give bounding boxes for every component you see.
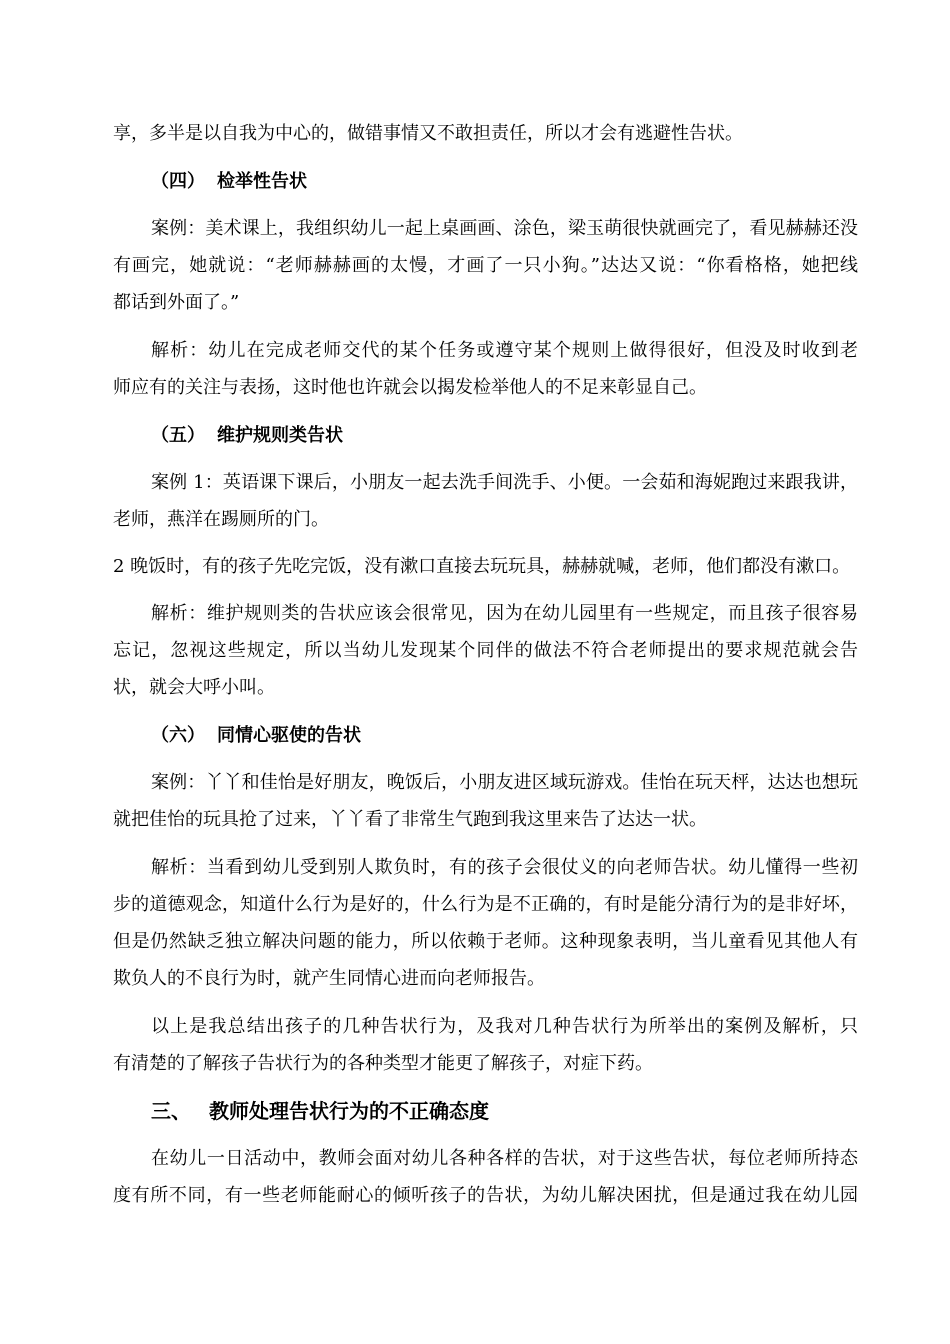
paragraph-line: 有清楚的了解孩子告状行为的各种类型才能更了解孩子，对症下药。 <box>113 1053 653 1074</box>
paragraph-line: 在幼儿一日活动中，教师会面对幼儿各种各样的告状，对于这些告状，每位老师所持态 <box>151 1148 858 1169</box>
paragraph-line: 状，就会大呼小叫。 <box>113 677 275 698</box>
paragraph-line: 解析：维护规则类的告状应该会很常见，因为在幼儿园里有一些规定，而且孩子很容易 <box>151 603 858 624</box>
section-heading-4 <box>151 170 307 194</box>
section-number: （六） <box>151 725 205 746</box>
paragraph-line: 以上是我总结出孩子的几种告状行为，及我对几种告状行为所举出的案例及解析，只 <box>151 1016 858 1037</box>
paragraph-line: 解析：当看到幼儿受到别人欺负时，有的孩子会很仗义的向老师告状。幼儿懂得一些初 <box>151 857 858 878</box>
paragraph-line: 享，多半是以自我为中心的，做错事情又不敢担责任，所以才会有逃避性告状。 <box>113 123 743 144</box>
chapter-title: 教师处理告状行为的不正确态度 <box>209 1099 489 1123</box>
paragraph-line: 但是仍然缺乏独立解决问题的能力，所以依赖于老师。这种现象表明，当儿童看见其他人有 <box>113 931 858 952</box>
section-number: （四） <box>151 171 205 192</box>
paragraph-line: 案例：丫丫和佳怡是好朋友，晚饭后，小朋友进区域玩游戏。佳怡在玩天枰，达达也想玩 <box>151 772 858 793</box>
section-title: 检举性告状 <box>217 171 307 192</box>
chapter-heading-3 <box>151 1097 489 1125</box>
paragraph-line: 就把佳怡的玩具抢了过来，丫丫看了非常生气跑到我这里来告了达达一状。 <box>113 809 707 830</box>
paragraph-line: 老师，燕洋在踢厕所的门。 <box>113 509 329 530</box>
section-title: 同情心驱使的告状 <box>217 725 361 746</box>
paragraph-line: 忘记，忽视这些规定，所以当幼儿发现某个同伴的做法不符合老师提出的要求规范就会告 <box>113 640 858 661</box>
paragraph-line: 度有所不同，有一些老师能耐心的倾听孩子的告状，为幼儿解决困扰，但是通过我在幼儿园 <box>113 1185 858 1206</box>
paragraph-line: 2 晚饭时，有的孩子先吃完饭，没有漱口直接去玩玩具，赫赫就喊，老师，他们都没有漱口。 <box>113 556 851 577</box>
section-heading-6 <box>151 724 361 748</box>
paragraph-line: 案例：美术课上，我组织幼儿一起上桌画画、涂色，梁玉萌很快就画完了，看见赫赫还没 <box>151 218 858 239</box>
chapter-number: 三、 <box>151 1099 191 1123</box>
paragraph-line: 步的道德观念，知道什么行为是好的，什么行为是不正确的，有时是能分清行为的是非好坏， <box>113 894 858 915</box>
section-heading-5 <box>151 424 343 448</box>
section-number: （五） <box>151 425 205 446</box>
section-title: 维护规则类告状 <box>217 425 343 446</box>
paragraph-line: 解析：幼儿在完成老师交代的某个任务或遵守某个规则上做得很好，但没及时收到老 <box>151 340 858 361</box>
paragraph-line: 有画完，她就说：“老师赫赫画的太慢，才画了一只小狗。”达达又说：“你看格格，她把线 <box>113 255 858 276</box>
paragraph-line: 师应有的关注与表扬，这时他也许就会以揭发检举他人的不足来彰显自己。 <box>113 377 707 398</box>
paragraph-line: 欺负人的不良行为时，就产生同情心进而向老师报告。 <box>113 968 545 989</box>
paragraph-line: 都话到外面了。” <box>113 292 240 313</box>
paragraph-line: 案例 1：英语课下课后，小朋友一起去洗手间洗手、小便。一会茹和海妮跑过来跟我讲， <box>151 472 858 493</box>
